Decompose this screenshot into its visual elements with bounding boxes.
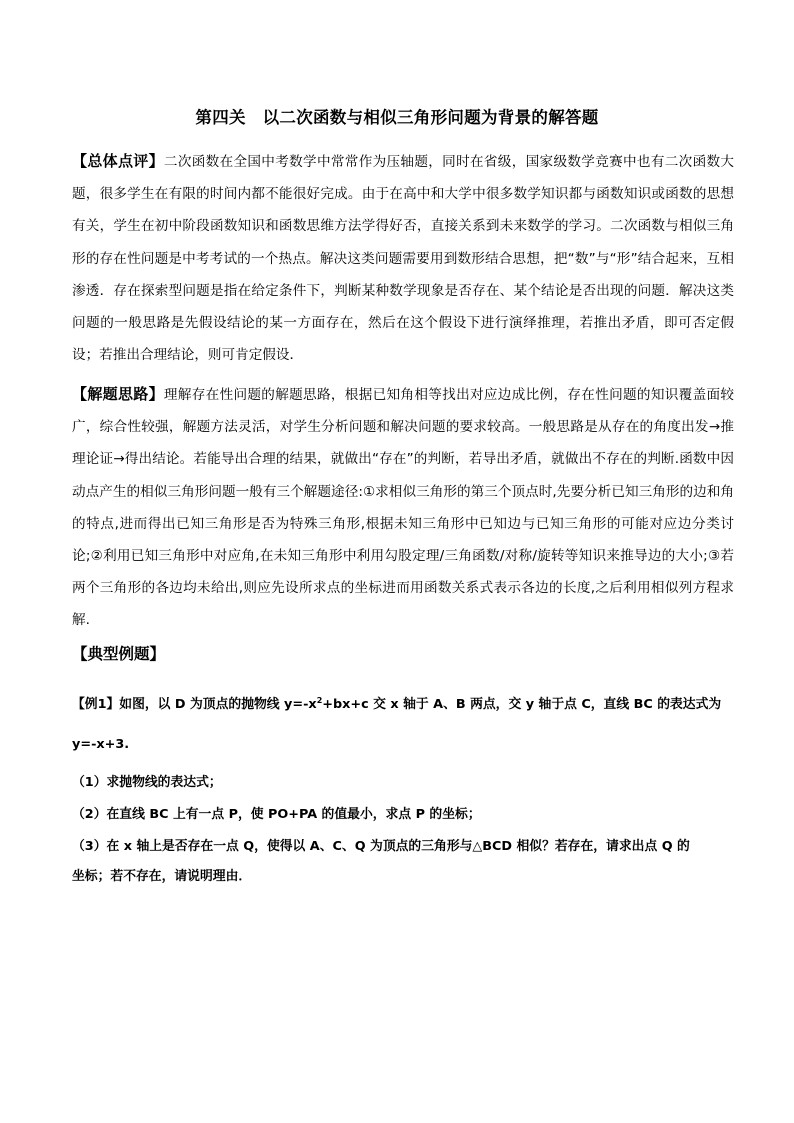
example1-exponent: 2 [316,696,323,705]
example1-line2: y=-x+3. [72,737,130,752]
example1-question3-line1: （3）在 x 轴上是否存在一点 Q，使得以 A、C、Q 为顶点的三角形与△BCD 相似？若存在，请求出点 Q 的 [72,839,690,854]
example1-question3-line2: 坐标；若不存在，请说明理由． [72,869,252,884]
page-title: 第四关 以二次函数与相似三角形问题为背景的解答题 [195,108,599,127]
approach-text: 理解存在性问题的解题思路，根据已知角相等找出对应边成比例，存在性问题的知识覆盖面较广，综合性较强，解题方法灵活，对学生分析问题和解决问题的要求较高。一般思路是从存在的角度出发→推理论证→得出结论。若能导出合理的结果，就做出“存在”的判断，若导出矛盾，就做出不存在的判断.函数中因动点产生的相似三角形问题一般有三个解题途径:①求相似三角形的第三个顶点时,先要分析已知三角形的边和角的特点,进而得出已知三角形是否为特殊三角形,根据未知三角形中已知边与已知三角形的可能对应边分类讨论;②利用已知三角形中对应角,在未知三角形中利用勾股定理/三角函数/对称/旋转等知识来推导边的大小;③若两个三角形的各边均未给出,则应先设所求点的坐标进而用函数关系式表示各边的长度,之后利用相似列方程求解. [72,387,734,629]
example1-question1: （1）求抛物线的表达式； [72,775,222,790]
example1-text-a: 【例1】如图，以 D 为顶点的抛物线 y=-x [72,697,317,712]
examples-heading: 【典型例题】 [72,645,166,663]
overview-heading: 【总体点评】 [72,152,164,170]
example1-line1 [72,693,736,712]
approach-heading: 【解题思路】 [72,385,164,403]
overview-paragraph [72,145,734,371]
overview-text: 二次函数在全国中考数学中常常作为压轴题，同时在省级，国家级数学竞赛中也有二次函数大题，很多学生在有限的时间内都不能很好完成。由于在高中和大学中很多数学知识都与函数知识或函数的思想有关，学生在初中阶段函数知识和函数思维方法学得好否，直接关系到未来数学的学习。二次函数与相似三角形的存在性问题是中考考试的一个热点。解决这类问题需要用到数形结合思想，把“数”与“形”结合起来，互相渗透．存在探索型问题是指在给定条件下，判断某种数学现象是否存在、某个结论是否出现的问题．解决这类问题的一般思路是先假设结论的某一方面存在，然后在这个假设下进行演绎推理，若推出矛盾，即可否定假设；若推出合理结论，则可肯定假设． [72,154,734,364]
example1-text-b: +bx+c 交 x 轴于 A、B 两点，交 y 轴于点 C，直线 BC 的表达式为 [322,697,722,712]
example1-question2: （2）在直线 BC 上有一点 P，使 PO+PA 的值最小，求点 P 的坐标； [72,807,481,822]
approach-paragraph [72,378,734,637]
